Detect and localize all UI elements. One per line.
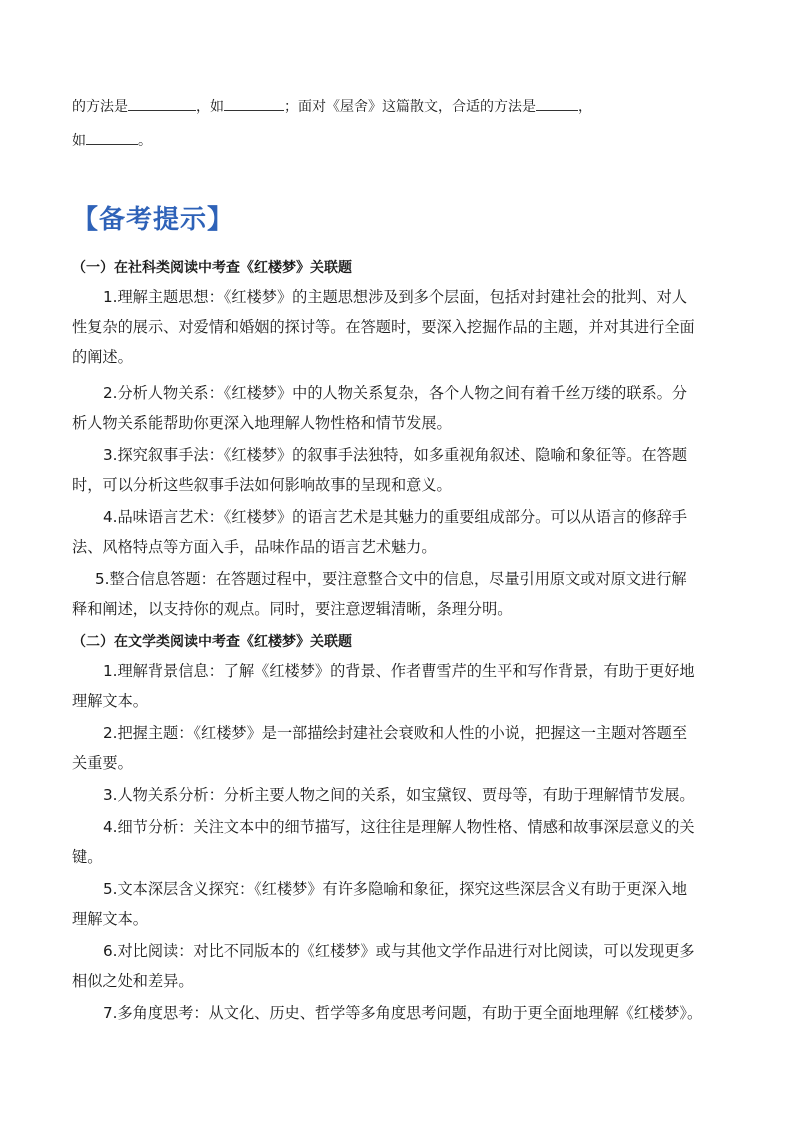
para-line: 相似之处和差异。 — [72, 972, 194, 990]
answer-blank[interactable] — [86, 130, 138, 145]
para-line: 理解文本。 — [72, 692, 148, 710]
section1-item-1 — [72, 282, 732, 372]
fill-blank-line-2 — [72, 130, 732, 151]
para-line: 理解文本。 — [72, 910, 148, 928]
text-fragment: ；面对《屋舍》这篇散文，合适的方法是 — [284, 99, 536, 115]
text-fragment: 的方法是 — [72, 99, 128, 115]
section1-item-2 — [72, 378, 732, 438]
answer-blank[interactable] — [536, 96, 578, 111]
para-line: 5.整合信息答题：在答题过程中，要注意整合文中的信息，尽量引用原文或对原文进行解 — [95, 570, 687, 588]
section2-item-5 — [72, 874, 732, 934]
para-line: 释和阐述，以支持你的观点。同时，要注意逻辑清晰，条理分明。 — [72, 600, 513, 618]
section2-item-6 — [72, 936, 732, 996]
para-line: 键。 — [72, 848, 103, 866]
para-line: 1.理解背景信息：了解《红楼梦》的背景、作者曹雪芹的生平和写作背景，有助于更好地 — [103, 662, 695, 680]
answer-blank[interactable] — [224, 96, 284, 111]
para-line: 3.探究叙事手法：《红楼梦》的叙事手法独特，如多重视角叙述、隐喻和象征等。在答题 — [103, 446, 688, 464]
para-line: 4.品味语言艺术：《红楼梦》的语言艺术是其魅力的重要组成部分。可以从语言的修辞手 — [103, 508, 688, 526]
answer-blank[interactable] — [128, 96, 196, 111]
text-fragment: ， — [578, 99, 592, 115]
section1-item-4 — [72, 502, 732, 562]
section1-item-5 — [72, 564, 732, 624]
para-line: 7.多角度思考：从文化、历史、哲学等多角度思考问题，有助于更全面地理解《红楼梦》。 — [103, 1004, 703, 1022]
section2-title: （二）在文学类阅读中考查《红楼梦》关联题 — [72, 634, 352, 650]
para-line: 2.分析人物关系：《红楼梦》中的人物关系复杂，各个人物之间有着千丝万缕的联系。分 — [103, 384, 688, 402]
section1-title: （一）在社科类阅读中考查《红楼梦》关联题 — [72, 260, 352, 276]
section1-item-3 — [72, 440, 732, 500]
para-line: 2.把握主题：《红楼梦》是一部描绘封建社会衰败和人性的小说，把握这一主题对答题至 — [103, 724, 688, 742]
text-fragment: 如 — [72, 133, 86, 149]
para-line: 3.人物关系分析：分析主要人物之间的关系，如宝黛钗、贾母等，有助于理解情节发展。 — [103, 786, 695, 804]
section2-item-1 — [72, 656, 732, 716]
section2-item-7 — [72, 998, 732, 1028]
section2-item-2 — [72, 718, 732, 778]
para-line: 性复杂的展示、对爱情和婚姻的探讨等。在答题时，要深入挖掘作品的主题，并对其进行全面 — [72, 318, 695, 336]
section-heading: 【备考提示】 — [72, 205, 235, 235]
fill-blank-line-1 — [72, 96, 732, 117]
para-line: 析人物关系能帮助你更深入地理解人物性格和情节发展。 — [72, 414, 452, 432]
text-fragment: ，如 — [196, 99, 224, 115]
section2-item-4 — [72, 812, 732, 872]
para-line: 的阐述。 — [72, 348, 133, 366]
para-line: 法、风格特点等方面入手，品味作品的语言艺术魅力。 — [72, 538, 437, 556]
para-line: 4.细节分析：关注文本中的细节描写，这往往是理解人物性格、情感和故事深层意义的关 — [103, 818, 695, 836]
text-fragment: 。 — [138, 133, 152, 149]
para-line: 6.对比阅读：对比不同版本的《红楼梦》或与其他文学作品进行对比阅读，可以发现更多 — [103, 942, 695, 960]
para-line: 1.理解主题思想：《红楼梦》的主题思想涉及到多个层面，包括对封建社会的批判、对人 — [103, 288, 688, 306]
para-line: 关重要。 — [72, 754, 133, 772]
para-line: 5.文本深层含义探究：《红楼梦》有许多隐喻和象征，探究这些深层含义有助于更深入地 — [103, 880, 688, 898]
section2-item-3 — [72, 780, 732, 810]
para-line: 时，可以分析这些叙事手法如何影响故事的呈现和意义。 — [72, 476, 452, 494]
